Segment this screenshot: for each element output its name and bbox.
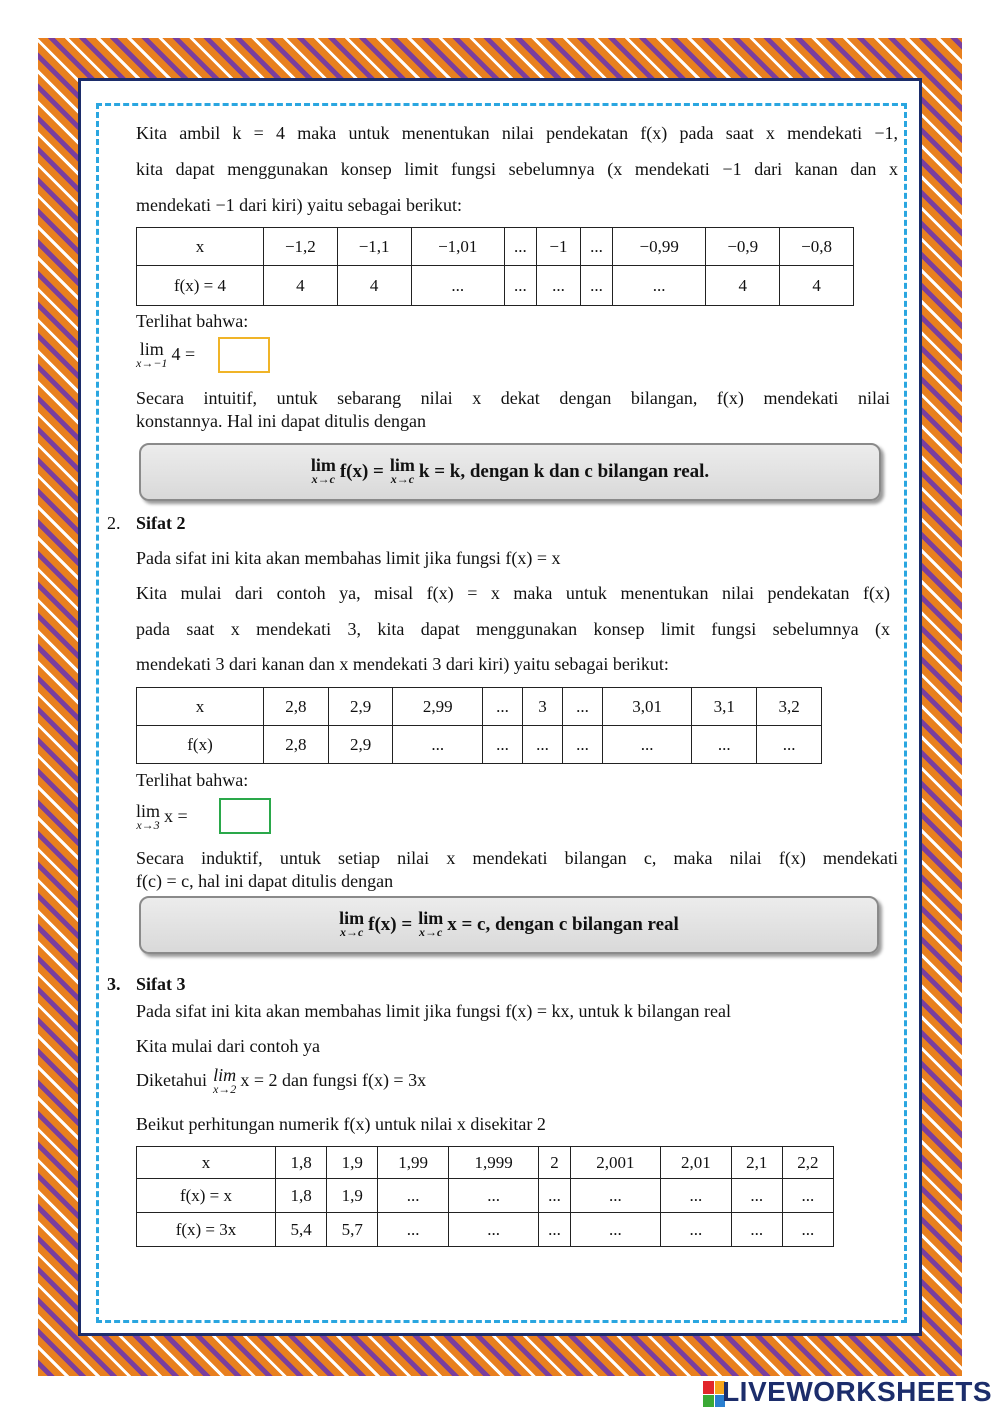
table-cell: ... xyxy=(522,726,562,764)
limit-operator: lim x→3 xyxy=(136,801,161,832)
table-cell: ... xyxy=(570,1213,660,1247)
table-cell: ... xyxy=(581,228,613,266)
table-header-row xyxy=(137,1147,834,1179)
table-cell: ... xyxy=(562,726,602,764)
limit-operator: lim x→c xyxy=(310,455,336,486)
section-title: Sifat 2 xyxy=(136,513,186,533)
paragraph-intro-line2: kita dapat menggunakan konsep limit fungsi sebelumnya (x mendekati −1 dari kanan dan x xyxy=(136,159,898,179)
paragraph-intro-line1: Kita ambil k = 4 maka untuk menentukan nilai pendekatan f(x) pada saat x mendekati −1, xyxy=(136,123,898,143)
table-cell: 4 xyxy=(264,266,338,306)
conclusion-line2: konstannya. Hal ini dapat ditulis dengan xyxy=(136,411,426,431)
limit-expression-2: lim x→3 x = xyxy=(136,801,188,832)
table-header-row xyxy=(137,688,822,726)
table-cell: −0,99 xyxy=(612,228,705,266)
section-number: 2. xyxy=(107,513,121,533)
table-cell: 2,99 xyxy=(393,688,482,726)
section3-line1: Pada sifat ini kita akan membahas limit jika fungsi f(x) = kx, untuk k bilangan real xyxy=(136,1001,732,1021)
table-cell: 3,01 xyxy=(602,688,691,726)
section2-line2: Kita mulai dari contoh ya, misal f(x) = x maka untuk menentukan nilai pendekatan f(x) xyxy=(136,583,890,603)
limit-operator: lim x→2 xyxy=(212,1065,237,1096)
table-cell: ... xyxy=(505,266,537,306)
table-cell: 2,9 xyxy=(328,688,393,726)
table-cell: 2,8 xyxy=(264,688,329,726)
table-cell: ... xyxy=(602,726,691,764)
table-cell: −0,9 xyxy=(706,228,780,266)
table-cell: ... xyxy=(482,688,522,726)
table-row xyxy=(137,266,854,306)
table-cell: ... xyxy=(539,1179,571,1213)
section2-line3: pada saat x mendekati 3, kita dapat menggunakan konsep limit fungsi sebelumnya (x xyxy=(136,619,890,639)
table-cell: f(x) = x xyxy=(137,1179,276,1213)
value-table-3 xyxy=(136,1146,834,1247)
table-cell: ... xyxy=(731,1213,782,1247)
table-cell: ... xyxy=(731,1179,782,1213)
table-cell: ... xyxy=(562,688,602,726)
limit-operator: lim x→c xyxy=(389,455,415,486)
table-cell: 3,1 xyxy=(692,688,757,726)
table-cell: 3,2 xyxy=(757,688,822,726)
table-cell: 2 xyxy=(539,1147,571,1179)
table-cell: 4 xyxy=(780,266,854,306)
table-cell: f(x) = 4 xyxy=(137,266,264,306)
table-cell: ... xyxy=(378,1179,449,1213)
table-cell: ... xyxy=(536,266,580,306)
table-header-row xyxy=(137,228,854,266)
table-cell: ... xyxy=(692,726,757,764)
limit-operator: lim x→−1 xyxy=(136,339,168,370)
table-cell: ... xyxy=(482,726,522,764)
table-cell: x xyxy=(137,228,264,266)
answer-box-2[interactable] xyxy=(219,798,271,834)
table-cell: ... xyxy=(757,726,822,764)
table-cell: 1,99 xyxy=(378,1147,449,1179)
table-cell: 2,2 xyxy=(782,1147,833,1179)
seen-label: Terlihat bahwa: xyxy=(136,311,249,331)
table-cell: 1,999 xyxy=(448,1147,538,1179)
table-cell: −1,01 xyxy=(411,228,504,266)
value-table-2 xyxy=(136,687,822,764)
table-cell: 1,9 xyxy=(327,1179,378,1213)
conclusion-line1: Secara intuitif, untuk sebarang nilai x dekat dengan bilangan, f(x) mendekati nilai xyxy=(136,388,890,408)
table-cell: 2,01 xyxy=(660,1147,731,1179)
section-title: Sifat 3 xyxy=(136,974,186,994)
section3-known: Diketahui lim x→2 x = 2 dan fungsi f(x) = 3x xyxy=(136,1065,427,1096)
table-cell: −0,8 xyxy=(780,228,854,266)
section3-line2: Kita mulai dari contoh ya xyxy=(136,1036,320,1056)
table-cell: ... xyxy=(612,266,705,306)
table-cell: 4 xyxy=(706,266,780,306)
table-cell: ... xyxy=(378,1213,449,1247)
formula-box-2: lim x→c f(x) = lim x→c x = c, dengan c bilangan real xyxy=(139,896,879,954)
table-cell: ... xyxy=(393,726,482,764)
limit-operator: lim x→c xyxy=(339,908,365,939)
table-cell: 2,9 xyxy=(328,726,393,764)
table-cell: 1,9 xyxy=(327,1147,378,1179)
table-cell: 2,8 xyxy=(264,726,329,764)
table-cell: ... xyxy=(782,1179,833,1213)
conclusion-line1: Secara induktif, untuk setiap nilai x mendekati bilangan c, maka nilai f(x) mendekati xyxy=(136,848,898,868)
table-cell: 5,7 xyxy=(327,1213,378,1247)
table-cell: −1 xyxy=(536,228,580,266)
table-cell: 4 xyxy=(337,266,411,306)
paragraph-intro-line3: mendekati −1 dari kiri) yaitu sebagai berikut: xyxy=(136,195,463,215)
table-cell: ... xyxy=(581,266,613,306)
section-number: 3. xyxy=(107,974,121,994)
table-cell: ... xyxy=(411,266,504,306)
table-cell: 2,1 xyxy=(731,1147,782,1179)
conclusion-line2: f(c) = c, hal ini dapat ditulis dengan xyxy=(136,871,394,891)
table-cell: ... xyxy=(539,1213,571,1247)
answer-box-1[interactable] xyxy=(218,337,270,373)
table-row xyxy=(137,726,822,764)
table-cell: ... xyxy=(505,228,537,266)
brand-wordmark[interactable]: LIVEWORKSHEETS xyxy=(722,1376,992,1407)
section2-line4: mendekati 3 dari kanan dan x mendekati 3 dari kiri) yaitu sebagai berikut: xyxy=(136,654,669,674)
table-cell: f(x) = 3x xyxy=(137,1213,276,1247)
seen-label: Terlihat bahwa: xyxy=(136,770,249,790)
table-cell: ... xyxy=(782,1213,833,1247)
table-row xyxy=(137,1213,834,1247)
table-cell: −1,2 xyxy=(264,228,338,266)
table-cell: ... xyxy=(570,1179,660,1213)
table-cell: ... xyxy=(660,1213,731,1247)
formula-box-1: lim x→c f(x) = lim x→c k = k, dengan k dan c bilangan real. xyxy=(139,443,881,501)
limit-operator: lim x→c xyxy=(418,908,444,939)
table-cell: 5,4 xyxy=(276,1213,327,1247)
table-cell: ... xyxy=(660,1179,731,1213)
table-cell: −1,1 xyxy=(337,228,411,266)
table-row xyxy=(137,1179,834,1213)
section2-line1: Pada sifat ini kita akan membahas limit jika fungsi f(x) = x xyxy=(136,548,561,568)
table-cell: ... xyxy=(448,1179,538,1213)
table-cell: 1,8 xyxy=(276,1179,327,1213)
table-cell: 2,001 xyxy=(570,1147,660,1179)
table-cell: x xyxy=(137,688,264,726)
table-cell: x xyxy=(137,1147,276,1179)
section3-line4: Beikut perhitungan numerik f(x) untuk nilai x disekitar 2 xyxy=(136,1114,546,1134)
value-table-1 xyxy=(136,227,854,306)
table-cell: ... xyxy=(448,1213,538,1247)
table-cell: 3 xyxy=(522,688,562,726)
table-cell: 1,8 xyxy=(276,1147,327,1179)
limit-expression-1: lim x→−1 4 = xyxy=(136,339,196,370)
table-cell: f(x) xyxy=(137,726,264,764)
